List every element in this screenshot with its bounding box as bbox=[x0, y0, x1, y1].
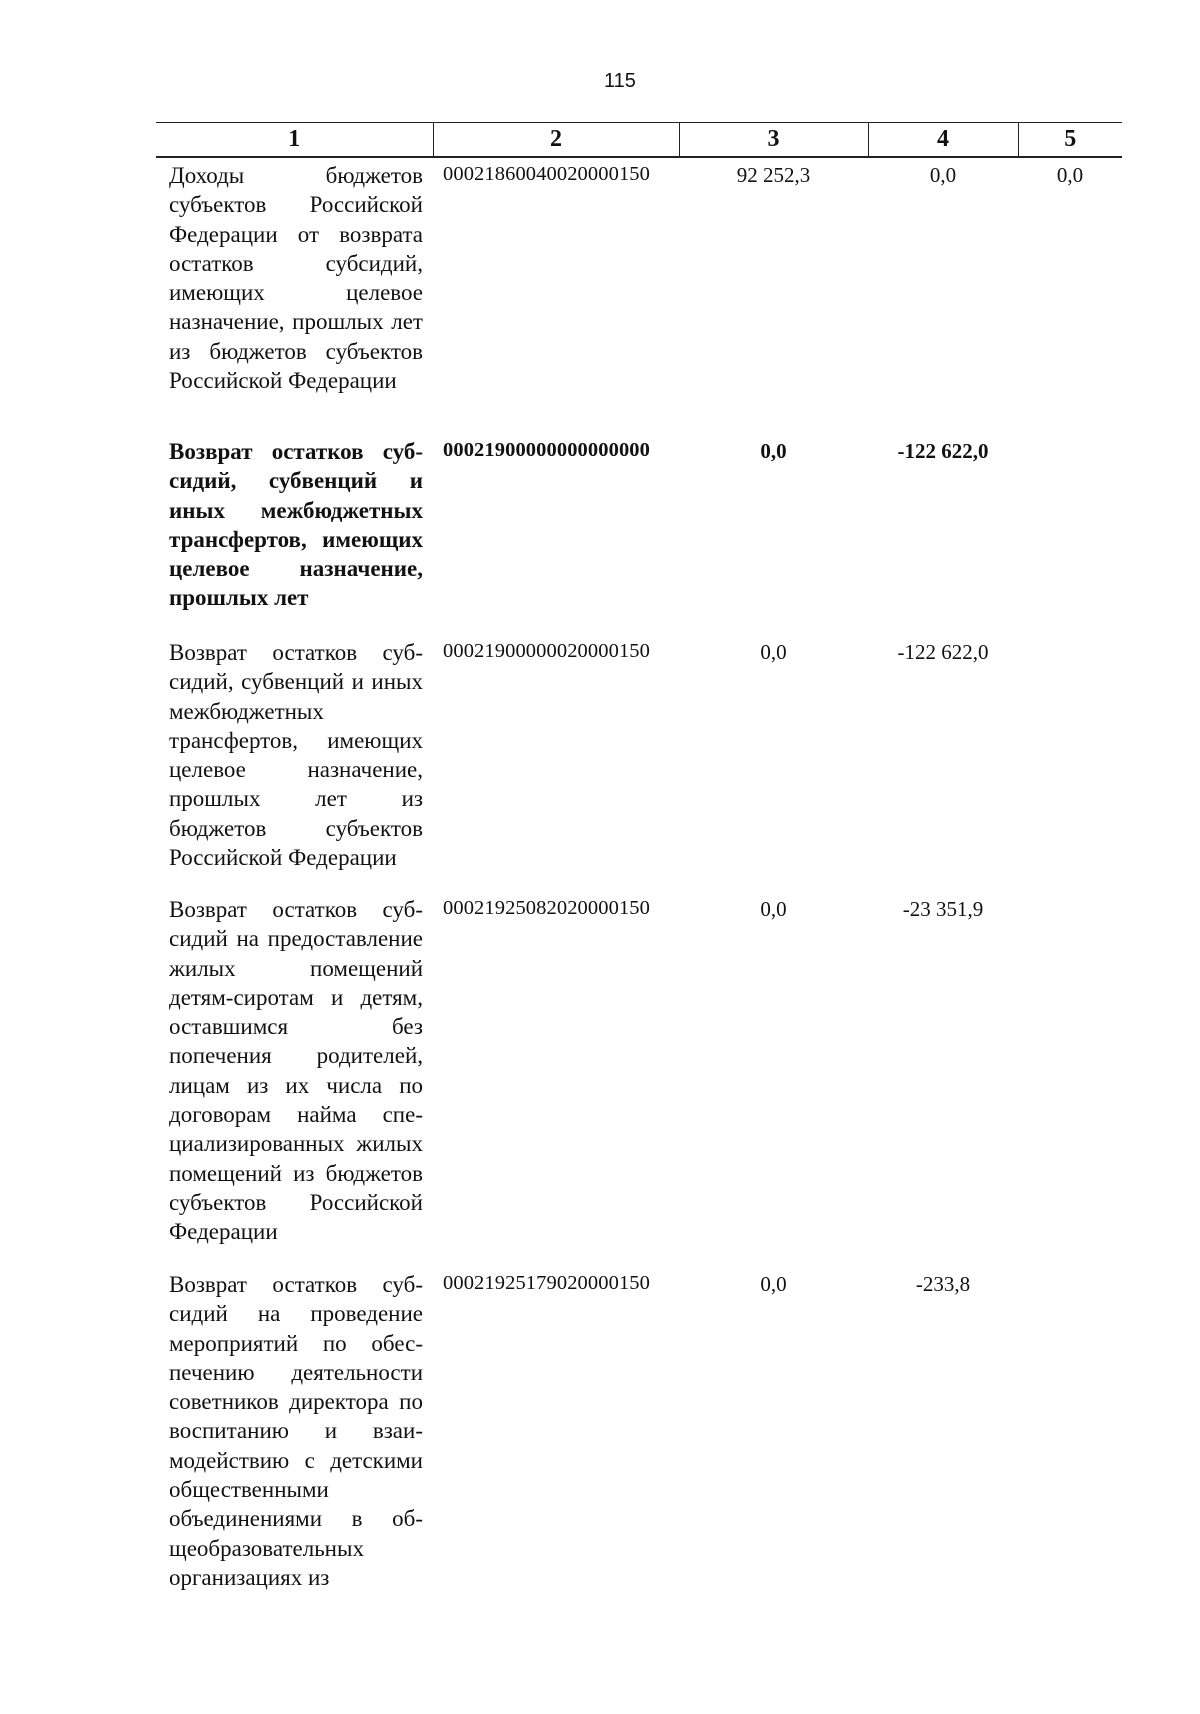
row-budget-code: 00021925179020000150 bbox=[443, 1272, 650, 1294]
row-value-col4: -122 622,0 bbox=[897, 640, 989, 664]
row-value-col3: 92 252,3 bbox=[736, 163, 811, 187]
column-header-3: 3 bbox=[679, 123, 868, 158]
row-budget-code: 00021900000000000000 bbox=[443, 439, 650, 461]
row-description: Возврат остатков субсидий на проведение мероприятий по обеспечению деятельности советников директора по воспитанию и взаимодействию с детскими общественными объединениями в общеобразовательных организациях из bbox=[169, 1272, 423, 1590]
row-value-col3: 0,0 bbox=[760, 1272, 787, 1296]
row-value-col4: 0,0 bbox=[929, 163, 957, 187]
row-value-col5 bbox=[1018, 1267, 1122, 1652]
table-row bbox=[156, 434, 1122, 635]
row-description: Возврат остатков субсидий, субвенций и иных межбюджетных трансфертов, имеющих целевое назначение, прошлых лет из бюджетов субъектов Российской Федерации bbox=[169, 640, 423, 871]
row-value-col4: -122 622,0 bbox=[897, 439, 989, 463]
table-row bbox=[156, 892, 1122, 1267]
row-value-col3: 0,0 bbox=[760, 439, 787, 463]
column-header-2: 2 bbox=[433, 123, 679, 158]
row-budget-code: 00021925082020000150 bbox=[443, 897, 650, 919]
table-header-row bbox=[156, 123, 1122, 158]
row-description: Возврат остатков субсидий на предоставление жилых помещений детям-сиротам и детям, оставшимся без попечения родителей, лицам из их числа по договорам найма специализированных жилых помещений из бюджетов субъектов Российской Федерации bbox=[169, 897, 423, 1245]
row-description: Возврат остатков субсидий, субвенций и иных межбюджетных трансфертов, имеющих целевое назначение, прошлых лет bbox=[169, 439, 423, 611]
column-header-4: 4 bbox=[868, 123, 1018, 158]
table-row bbox=[156, 157, 1122, 434]
row-value-col3: 0,0 bbox=[760, 897, 787, 921]
row-budget-code: 00021860040020000150 bbox=[443, 163, 650, 185]
column-header-5: 5 bbox=[1018, 123, 1122, 158]
table-row bbox=[156, 635, 1122, 892]
row-value-col5 bbox=[1018, 434, 1122, 635]
row-budget-code: 00021900000020000150 bbox=[443, 640, 650, 662]
column-header-1: 1 bbox=[156, 123, 433, 158]
row-value-col4: -233,8 bbox=[915, 1272, 971, 1296]
row-value-col4: -23 351,9 bbox=[902, 897, 984, 921]
row-value-col5: 0,0 bbox=[1056, 163, 1084, 187]
row-value-col5 bbox=[1018, 892, 1122, 1267]
row-value-col5 bbox=[1018, 635, 1122, 892]
row-description: Доходы бюджетов субъектов Российской Федерации от возврата остатков субсидий, имеющих целевое назначение, прошлых лет из бюджетов субъектов Российской Федерации bbox=[169, 163, 423, 394]
table-row bbox=[156, 1267, 1122, 1652]
row-value-col3: 0,0 bbox=[760, 640, 787, 664]
budget-table bbox=[156, 122, 1122, 1652]
page-number: 115 bbox=[604, 70, 636, 92]
